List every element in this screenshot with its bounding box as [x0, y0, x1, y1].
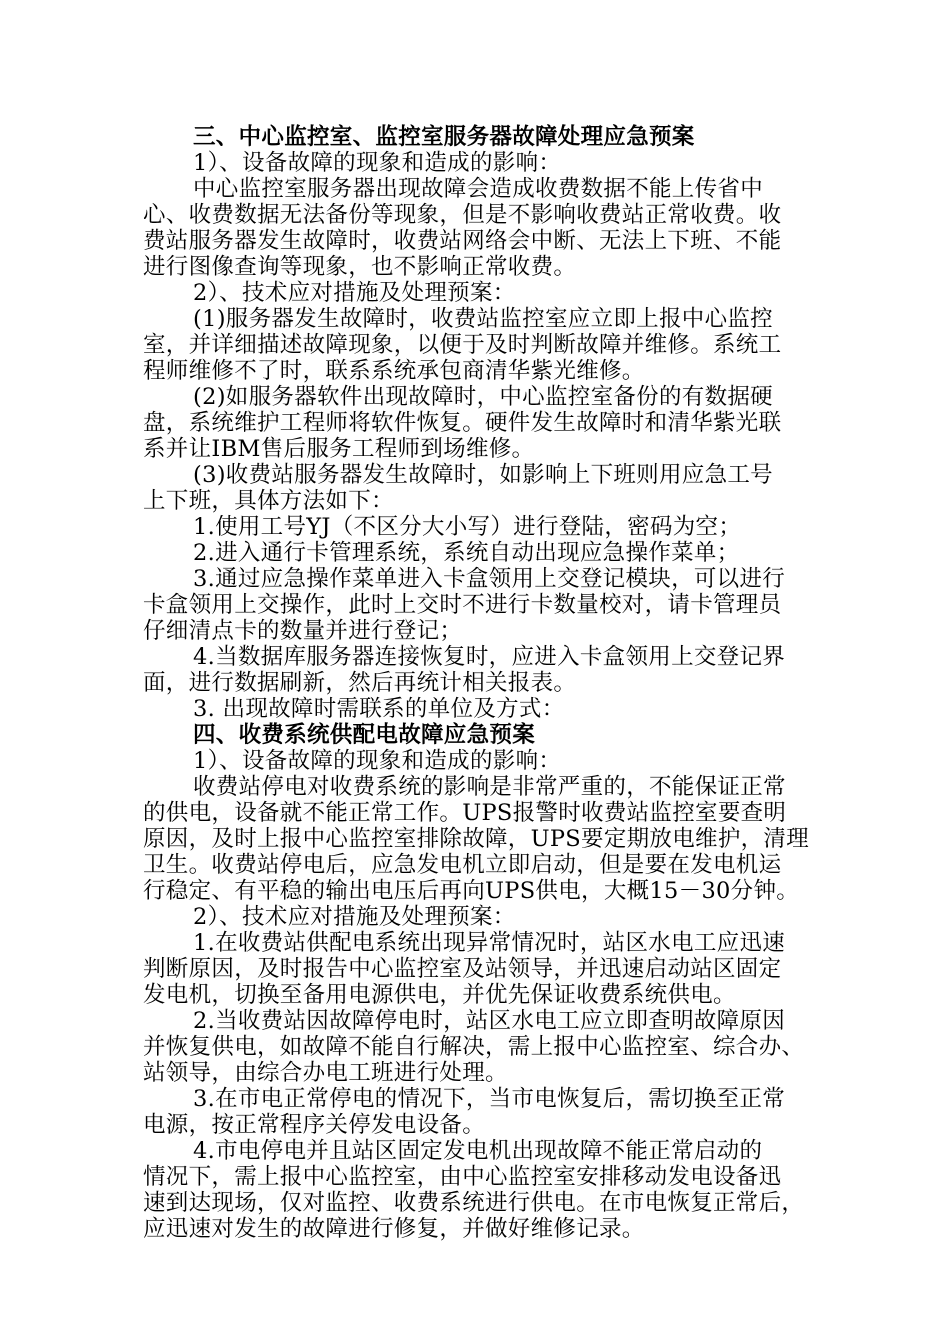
subheading: 2）、技术应对措施及处理预案： — [193, 280, 516, 306]
paragraph-line: 卫生。收费站停电后，应急发电机立即启动，但是要在发电机运 — [143, 852, 782, 878]
paragraph-line: 费站服务器发生故障时，收费站网络会中断、无法上下班、不能 — [143, 228, 782, 254]
paragraph-line: (1)服务器发生故障时，收费站监控室应立即上报中心监控 — [193, 306, 773, 332]
paragraph-line: 站领导，由综合办电工班进行处理。 — [143, 1060, 508, 1086]
paragraph-line: 速到达现场，仅对监控、收费系统进行供电。在市电恢复正常后， — [143, 1190, 805, 1216]
paragraph-line: 程师维修不了时，联系系统承包商清华紫光维修。 — [143, 358, 645, 384]
paragraph-line: 卡盒领用上交操作，此时上交时不进行卡数量校对，请卡管理员 — [143, 592, 782, 618]
paragraph-line: 系并让IBM售后服务工程师到场维修。 — [143, 436, 535, 462]
subheading: 2）、技术应对措施及处理预案： — [193, 904, 516, 930]
paragraph-line: 情况下，需上报中心监控室，由中心监控室安排移动发电设备迅 — [143, 1164, 782, 1190]
subheading: 1）、设备故障的现象和造成的影响： — [193, 150, 562, 176]
paragraph-line: 室，并详细描述故障现象，以便于及时判断故障并维修。系统工 — [143, 332, 782, 358]
paragraph-line: 发电机，切换至备用电源供电，并优先保证收费系统供电。 — [143, 982, 736, 1008]
list-item: 4.市电停电并且站区固定发电机出现故障不能正常启动的 — [193, 1138, 763, 1164]
list-item: 2.进入通行卡管理系统，系统自动出现应急操作菜单； — [193, 540, 740, 566]
paragraph-line: 原因，及时上报中心监控室排除故障，UPS要定期放电维护，清理 — [143, 826, 810, 852]
paragraph-line: 并恢复供电，如故障不能自行解决，需上报中心监控室、综合办、 — [143, 1034, 805, 1060]
paragraph-line: 应迅速对发生的故障进行修复，并做好维修记录。 — [143, 1216, 645, 1242]
paragraph-line: 仔细清点卡的数量并进行登记； — [143, 618, 463, 644]
paragraph-line: 上下班，具体方法如下： — [143, 488, 394, 514]
list-item: 3. 出现故障时需联系的单位及方式： — [193, 696, 565, 722]
list-item: 3.在市电正常停电的情况下，当市电恢复后，需切换至正常 — [193, 1086, 786, 1112]
paragraph-line: 行稳定、有平稳的输出电压后再向UPS供电，大概15－30分钟。 — [143, 878, 800, 904]
list-item: 1.在收费站供配电系统出现异常情况时，站区水电工应迅速 — [193, 930, 786, 956]
paragraph-line: 盘，系统维护工程师将软件恢复。硬件发生故障时和清华紫光联 — [143, 410, 782, 436]
paragraph-line: 中心监控室服务器出现故障会造成收费数据不能上传省中 — [193, 176, 764, 202]
list-item: 3.通过应急操作菜单进入卡盒领用上交登记模块，可以进行 — [193, 566, 786, 592]
paragraph-line: 进行图像查询等现象，也不影响正常收费。 — [143, 254, 577, 280]
section-heading-4: 四、收费系统供配电故障应急预案 — [193, 722, 536, 748]
section-heading-3: 三、中心监控室、监控室服务器故障处理应急预案 — [193, 124, 695, 150]
paragraph-line: 的供电，设备就不能正常工作。UPS报警时收费站监控室要查明 — [143, 800, 787, 826]
paragraph-line: (3)收费站服务器发生故障时，如影响上下班则用应急工号 — [193, 462, 773, 488]
paragraph-line: 心、收费数据无法备份等现象，但是不影响收费站正常收费。收 — [143, 202, 782, 228]
paragraph-line: 判断原因，及时报告中心监控室及站领导，并迅速启动站区固定 — [143, 956, 782, 982]
subheading: 1）、设备故障的现象和造成的影响： — [193, 748, 562, 774]
paragraph-line: 电源，按正常程序关停发电设备。 — [143, 1112, 486, 1138]
list-item: 4.当数据库服务器连接恢复时，应进入卡盒领用上交登记界 — [193, 644, 786, 670]
paragraph-line: 面，进行数据刷新，然后再统计相关报表。 — [143, 670, 577, 696]
list-item: 2.当收费站因故障停电时，站区水电工应立即查明故障原因 — [193, 1008, 786, 1034]
list-item: 1.使用工号YJ（不区分大小写）进行登陆，密码为空； — [193, 514, 742, 540]
paragraph-line: 收费站停电对收费系统的影响是非常严重的，不能保证正常 — [193, 774, 786, 800]
paragraph-line: (2)如服务器软件出现故障时，中心监控室备份的有数据硬 — [193, 384, 773, 410]
